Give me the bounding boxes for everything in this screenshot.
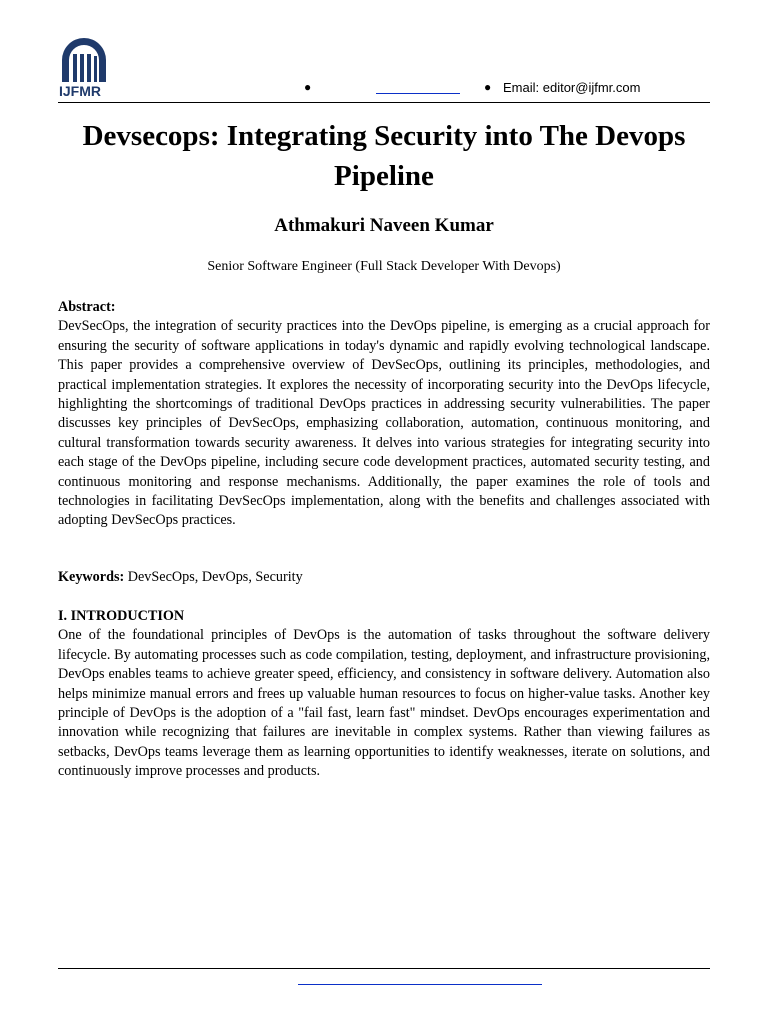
abstract-section (58, 298, 710, 531)
header-email: Email: editor@ijfmr.com (503, 80, 641, 95)
keywords-label: Keywords: (58, 569, 125, 585)
keywords-text: DevSecOps, DevOps, Security (124, 569, 303, 585)
introduction-heading: I. INTRODUCTION (58, 608, 185, 624)
introduction-text: One of the foundational principles of DevOps is the automation of tasks throughout the software delivery lifecycle. By automating processes such as code compilation, testing, deployment, and infrastructure provisioning, DevOps enables teams to achieve greater speed, efficiency, and consistency in software delivery. Automation also helps minimize manual errors and frees up valuable human resources to focus on higher-value tasks. Another key principle of DevOps is the adoption of a "fail fast, learn fast" mindset. DevOps encourages experimentation and innovation while recognizing that failures are inevitable in complex systems. Rather than viewing failures as setbacks, DevOps teams leverage them as learning opportunities to identify weaknesses, iterate on solutions, and continuously improve processes and products. (58, 627, 710, 780)
website-link[interactable] (376, 93, 460, 94)
logo-text: IJFMR (59, 83, 101, 99)
author-affiliation: Senior Software Engineer (Full Stack Developer With Devops) (207, 259, 561, 274)
page-header (58, 38, 710, 103)
footer-link[interactable] (298, 984, 542, 985)
header-bullet-2: ● (484, 80, 492, 94)
introduction-section (58, 607, 710, 782)
abstract-heading: Abstract: (58, 299, 116, 315)
author-name: Athmakuri Naveen Kumar (274, 215, 494, 236)
abstract-text: DevSecOps, the integration of security practices into the DevOps pipeline, is emerging as a crucial approach for ensuring the security of software applications in today's dynamic and rapidly evolving technological landscape. This paper provides a comprehensive overview of DevSecOps, outlining its principles, methodologies, and practical implementation strategies. It explores the necessity of incorporating security into the DevOps lifecycle, highlighting the shortcomings of traditional DevOps practices in addressing security vulnerabilities. The paper discusses key principles of DevSecOps, emphasizing collaboration, automation, continuous monitoring, and cultural transformation towards security awareness. It delves into various strategies for integrating security into each stage of the DevOps pipeline, including secure code development practices, automated security testing, and continuous monitoring and response mechanisms. Additionally, the paper examines the role of tools and technologies in facilitating DevSecOps implementation, along with the benefits and challenges associated with adopting DevSecOps practices. (58, 318, 710, 529)
footer-divider (58, 968, 710, 969)
paper-title: Devsecops: Integrating Security into The Devops Pipeline (82, 120, 686, 192)
header-bullet-1: ● (304, 80, 312, 94)
keywords-section (58, 568, 710, 587)
